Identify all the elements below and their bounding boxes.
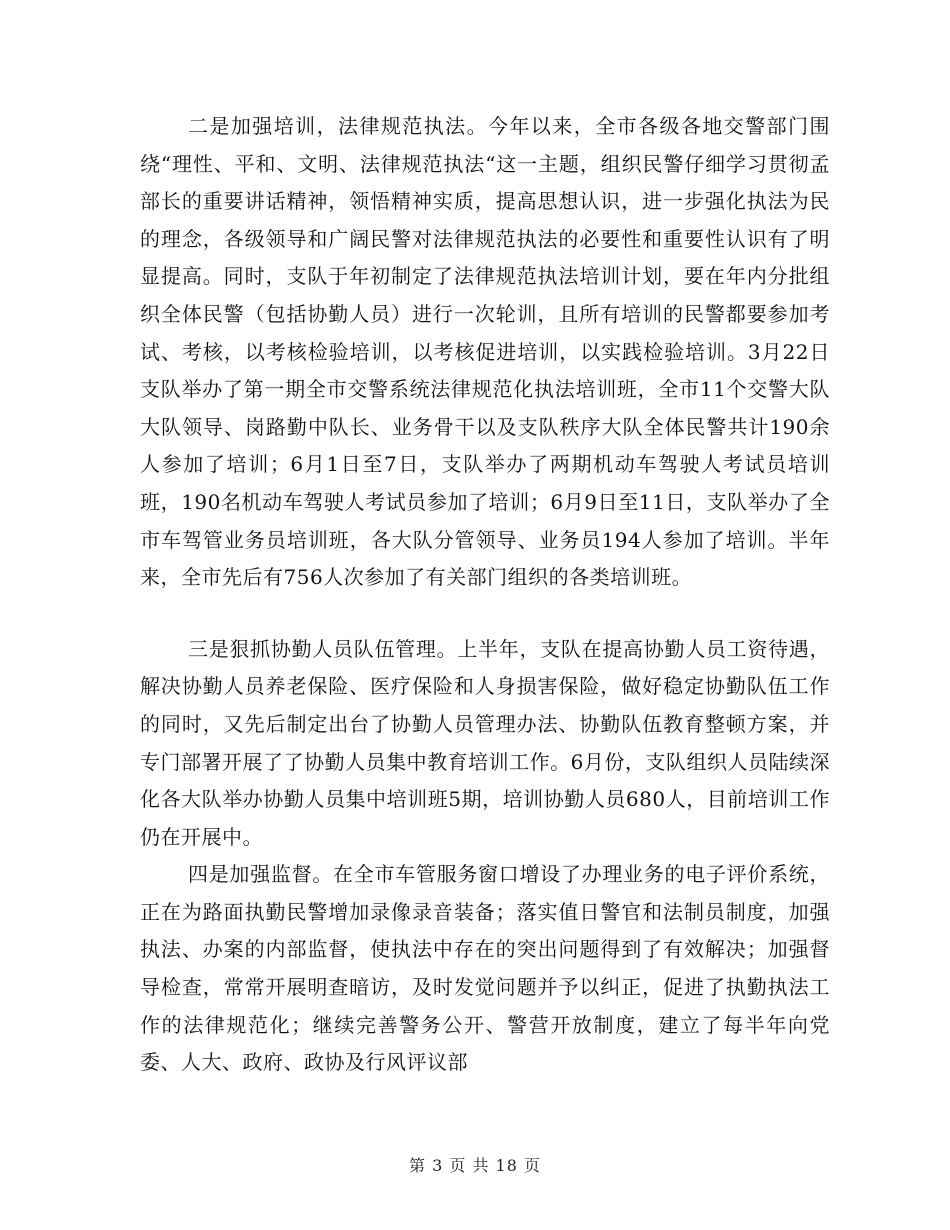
paragraph-supervision: 四是加强监督。在全市车管服务窗口增设了办理业务的电子评价系统，正在为路面执勤民警增加录像录音装备；落实值日警官和法制员制度，加强执法、办案的内部监督，使执法中存在的突出问题得到了有效解决；加强督导检查，常常开展明查暗访，及时发觉问题并予以纠正，促进了执勤执法工作的法律规范化；继续完善警务公开、警营开放制度，建立了每半年向党委、人大、政府、政协及行风评议部 bbox=[140, 862, 830, 1075]
paragraph-training: 二是加强培训，法律规范执法。今年以来，全市各级各地交警部门围绕“理性、平和、文明、法律规范执法“这一主题，组织民警仔细学习贯彻孟部长的重要讲话精神，领悟精神实质，提高思想认识，进一步强化执法为民的理念，各级领导和广阔民警对法律规范执法的必要性和重要性认识有了明显提高。同时，支队于年初制定了法律规范执法培训计划，要在年内分批组织全体民警（包括协勤人员）进行一次轮训，且所有培训的民警都要参加考试、考核，以考核检验培训，以考核促进培训，以实践检验培训。3月22日支队举办了第一期全市交警系统法律规范化执法培训班，全市11个交警大队大队领导、岗路勤中队长、业务骨干以及支队秩序大队全体民警共计190余人参加了培训；6月1日至7日，支队举办了两期机动车驾驶人考试员培训班，190名机动车驾驶人考试员参加了培训；6月9日至11日，支队举办了全市车驾管业务员培训班，各大队分管领导、业务员194人参加了培训。半年来，全市先后有756人次参加了有关部门组织的各类培训班。 bbox=[140, 114, 830, 590]
paragraph-auxiliary-staff: 三是狠抓协勤人员队伍管理。上半年，支队在提高协勤人员工资待遇，解决协勤人员养老保险、医疗保险和人身损害保险，做好稳定协勤队伍工作的同时，又先后制定出台了协勤人员管理办法、协勤队伍教育整顿方案，并专门部署开展了了协勤人员集中教育培训工作。6月份，支队组织人员陆续深化各大队举办协勤人员集中培训班5期，培训协勤人员680人，目前培训工作仍在开展中。 bbox=[140, 636, 830, 849]
document-body bbox=[140, 108, 830, 1082]
page-number-footer: 第 3 页 共 18 页 bbox=[409, 1156, 541, 1175]
